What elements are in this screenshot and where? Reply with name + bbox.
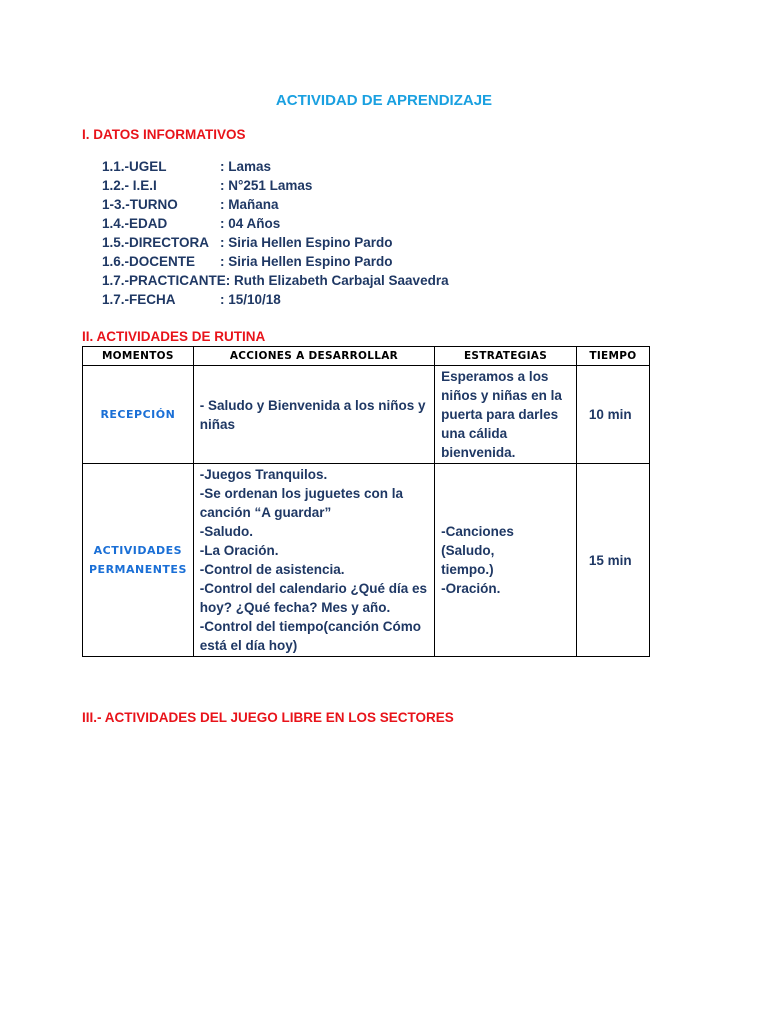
section-heading-rutina: II. ACTIVIDADES DE RUTINA — [82, 329, 266, 344]
routine-table — [82, 346, 650, 657]
info-value: : 15/10/18 — [220, 292, 281, 307]
table-row — [83, 464, 650, 657]
info-label: 1.5.-DIRECTORA — [102, 235, 210, 250]
info-label: 1.4.-EDAD — [102, 216, 168, 231]
action-line: -Saludo. — [199, 524, 253, 539]
info-value: : Siria Hellen Espino Pardo — [220, 235, 393, 250]
strategy-line: niños y niñas en la — [441, 388, 562, 403]
info-row — [102, 233, 449, 252]
strategy-line: bienvenida. — [441, 445, 516, 460]
info-label: 1.1.-UGEL — [102, 159, 167, 174]
action-line: -Se ordenan los juguetes con la — [199, 486, 404, 501]
strategies-cell — [435, 464, 577, 657]
moment-label: RECEPCIÓN — [100, 408, 176, 421]
info-row — [102, 176, 449, 195]
strategy-line: tiempo.) — [441, 562, 494, 577]
info-value: : 04 Años — [220, 216, 281, 231]
action-line: -Control del tiempo(canción Cómo — [199, 619, 421, 634]
action-line: -Control del calendario ¿Qué día es — [199, 581, 428, 596]
strategy-line: -Canciones (Saludo, — [441, 524, 514, 558]
action-line: niñas — [199, 416, 235, 432]
document-title: ACTIVIDAD DE APRENDIZAJE — [275, 92, 493, 109]
table-row — [83, 366, 650, 464]
column-header-estrategias: ESTRATEGIAS — [435, 347, 577, 366]
column-header-tiempo: TIEMPO — [576, 347, 649, 366]
info-row — [102, 290, 449, 309]
action-line: -Control de asistencia. — [199, 562, 345, 577]
info-label: 1.6.-DOCENTE — [102, 254, 196, 269]
info-row — [102, 195, 449, 214]
action-line: hoy? ¿Qué fecha? Mes y año. — [199, 600, 391, 615]
info-row — [102, 157, 449, 176]
section-heading-datos: I. DATOS INFORMATIVOS — [82, 127, 246, 142]
strategy-line: puerta para darles — [441, 407, 559, 422]
info-row — [102, 252, 449, 271]
info-value: : Ruth Elizabeth Carbajal Saavedra — [225, 273, 449, 288]
action-line: -La Oración. — [199, 543, 279, 558]
info-list — [102, 157, 449, 309]
info-row — [102, 214, 449, 233]
info-value: : Lamas — [220, 159, 272, 174]
action-line: canción “A guardar” — [199, 505, 332, 520]
info-row — [102, 271, 449, 290]
info-label: 1-3.-TURNO — [102, 197, 178, 212]
info-value: : Mañana — [220, 197, 279, 212]
moment-cell — [83, 366, 194, 464]
table-header-row — [83, 347, 650, 366]
column-header-acciones: ACCIONES A DESARROLLAR — [193, 347, 434, 366]
column-header-momentos: MOMENTOS — [83, 347, 194, 366]
info-label: 1.7.-FECHA — [102, 292, 176, 307]
action-line: -Juegos Tranquilos. — [199, 467, 328, 482]
strategies-cell — [435, 366, 577, 464]
info-label: 1.2.- I.E.I — [102, 178, 157, 193]
time-cell: 10 min — [576, 366, 649, 464]
info-value: : Siria Hellen Espino Pardo — [220, 254, 393, 269]
action-line: está el día hoy) — [199, 638, 298, 653]
time-cell: 15 min — [576, 464, 649, 657]
strategy-line: una cálida — [441, 426, 508, 441]
section-heading-juego-libre: III.- ACTIVIDADES DEL JUEGO LIBRE EN LOS SECTORES — [82, 710, 454, 725]
strategy-line: -Oración. — [441, 581, 501, 596]
info-label: 1.7.-PRACTICANTE — [102, 273, 226, 288]
info-value: : N°251 Lamas — [220, 178, 313, 193]
actions-cell — [193, 464, 434, 657]
moment-cell — [83, 464, 194, 657]
actions-cell — [193, 366, 434, 464]
strategy-line: Esperamos a los — [441, 369, 549, 384]
action-line: - Saludo y Bienvenida a los niños y — [199, 397, 426, 413]
moment-label: PERMANENTES — [89, 563, 187, 576]
moment-label: ACTIVIDADES — [93, 544, 183, 557]
